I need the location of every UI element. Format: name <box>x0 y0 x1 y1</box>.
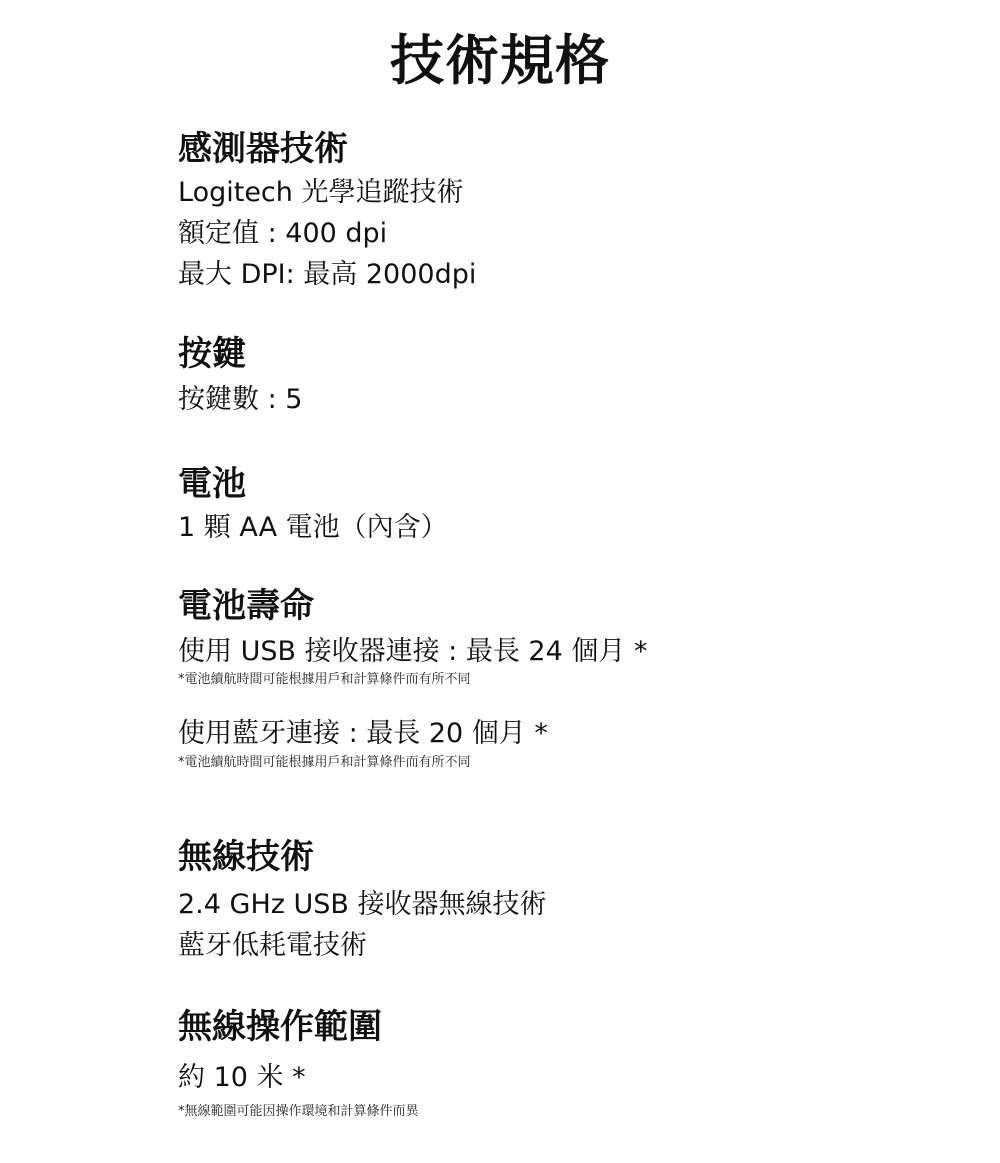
section-heading-buttons: 按鍵 <box>178 334 246 374</box>
section-heading-sensor: 感測器技術 <box>178 129 348 169</box>
battery-life-bluetooth-line: 使用藍牙連接 : 最長 20 個月 * <box>178 718 548 749</box>
battery-life-usb-line: 使用 USB 接收器連接 : 最長 24 個月 * <box>178 636 648 667</box>
section-heading-wireless: 無線技術 <box>178 837 314 877</box>
battery-life-bluetooth-note: *電池續航時間可能根據用戶和計算條件而有所不同 <box>178 755 471 770</box>
sensor-rated-dpi-line: 額定值 : 400 dpi <box>178 218 388 249</box>
range-note: *無線範圍可能因操作環境和計算條件而異 <box>178 1104 419 1119</box>
battery-type-line: 1 顆 AA 電池（內含） <box>178 512 448 543</box>
section-heading-battery: 電池 <box>178 464 246 504</box>
sensor-technology-line: Logitech 光學追蹤技術 <box>178 177 464 208</box>
range-line: 約 10 米 * <box>178 1062 306 1093</box>
section-heading-range: 無線操作範圍 <box>178 1007 382 1047</box>
page-title: 技術規格 <box>390 29 610 92</box>
wireless-bluetooth-line: 藍牙低耗電技術 <box>178 930 367 961</box>
wireless-usb-line: 2.4 GHz USB 接收器無線技術 <box>178 889 547 920</box>
button-count-line: 按鍵數 : 5 <box>178 384 303 415</box>
section-heading-battery-life: 電池壽命 <box>178 586 314 626</box>
battery-life-usb-note: *電池續航時間可能根據用戶和計算條件而有所不同 <box>178 672 471 687</box>
sensor-max-dpi-line: 最大 DPI: 最高 2000dpi <box>178 259 477 290</box>
